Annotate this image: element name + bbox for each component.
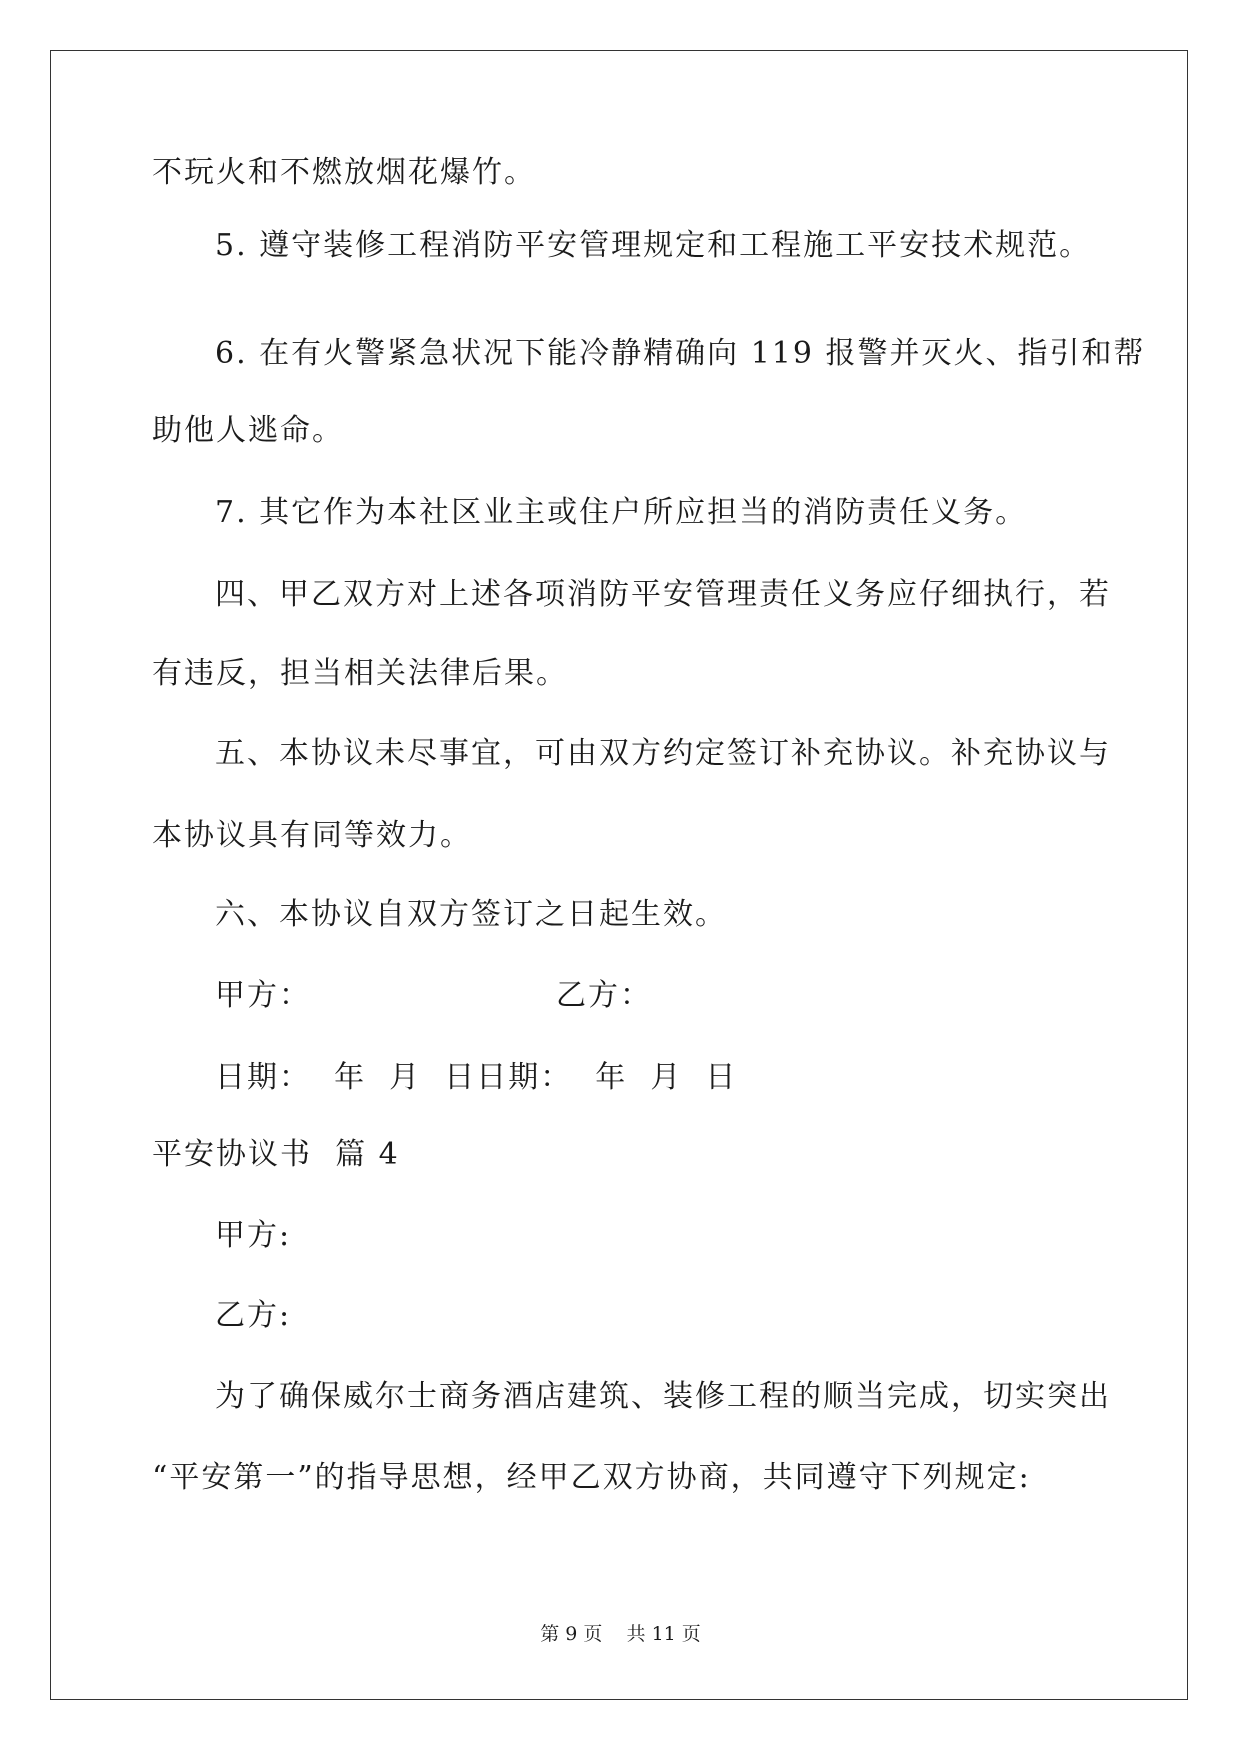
party-a-field: 甲方:: [215, 1218, 292, 1253]
text-line: 不玩火和不燃放烟花爆竹。: [152, 155, 536, 190]
text-line: 为了确保威尔士商务酒店建筑、装修工程的顺当完成，切实突出: [215, 1379, 1111, 1414]
text-line: 6. 在有火警紧急状况下能冷静精确向 119 报警并灭火、指引和帮: [215, 336, 1146, 371]
page-frame: [50, 50, 1188, 1700]
text-line: “平安第一”的指导思想，经甲乙双方协商，共同遵守下列规定:: [152, 1460, 1031, 1495]
text-line: 四、甲乙双方对上述各项消防平安管理责任义务应仔细执行，若: [215, 577, 1111, 612]
text-line: 助他人逃命。: [152, 413, 344, 448]
page-number-footer: 第 9 页 共 11 页: [540, 1623, 701, 1645]
text-line: 本协议具有同等效力。: [152, 818, 472, 853]
section-title: 平安协议书 篇 4: [152, 1137, 400, 1172]
text-line: 有违反，担当相关法律后果。: [152, 656, 568, 691]
party-b-field: 乙方:: [215, 1298, 292, 1333]
text-line: 7. 其它作为本社区业主或住户所应担当的消防责任义务。: [215, 495, 1028, 530]
party-b-label: 乙方：: [556, 978, 652, 1013]
text-line: 五、本协议未尽事宜，可由双方约定签订补充协议。补充协议与: [215, 736, 1111, 771]
text-line: 六、本协议自双方签订之日起生效。: [215, 897, 727, 932]
signature-line: [215, 978, 652, 1014]
text-line: 5. 遵守装修工程消防平安管理规定和工程施工平安技术规范。: [215, 228, 1092, 263]
party-a-label: 甲方：: [215, 978, 311, 1013]
date-line: 日期： 年 月 日日期： 年 月 日: [215, 1060, 738, 1095]
